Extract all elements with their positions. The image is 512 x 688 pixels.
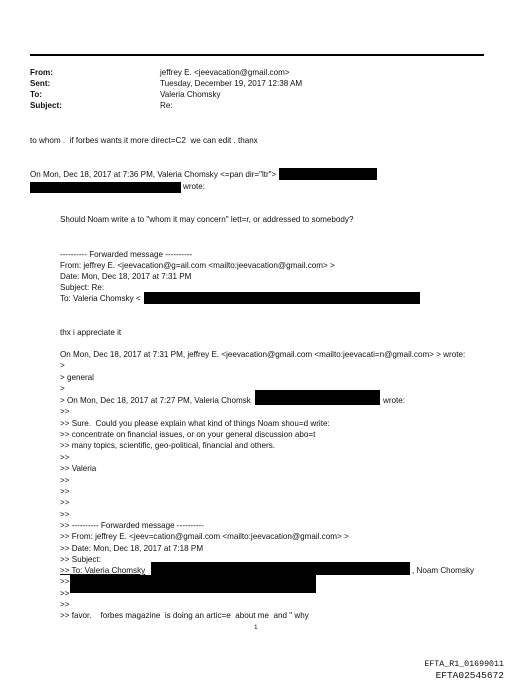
redaction-bar (144, 292, 420, 304)
body-line: >> Sure. Could you please explain what kind of things Noam shou=d write: (60, 419, 330, 428)
body-line: > On Mon, Dec 18, 2017 at 7:27 PM, Valeria Chomsk (60, 396, 251, 405)
body-line: >> (60, 589, 70, 598)
header-rule (30, 54, 484, 56)
redaction-bar (255, 390, 380, 405)
body-line: On Mon, Dec 18, 2017 at 7:31 PM, jeffrey E. <jeevacation@gmail.com <mailto:jeevacati=n@gmail.com> > wrote: (60, 350, 466, 359)
subject-value: Re: (160, 101, 173, 110)
body-line: >> (60, 407, 70, 416)
body-line: >> (60, 476, 70, 485)
body-line: thx i appreciate it (60, 328, 122, 337)
to-label: To: (30, 90, 42, 99)
body-line: >> To: Valeria Chomsky (60, 566, 146, 575)
sent-value: Tuesday, December 19, 2017 12:38 AM (160, 79, 303, 88)
redaction-bar (279, 168, 377, 180)
redaction-bar (70, 575, 316, 593)
body-line: > (60, 361, 65, 370)
redaction-bar (30, 182, 181, 193)
body-line: >> concentrate on financial issues, or on your general discussion abo=t (60, 430, 316, 439)
body-line: wrote: (383, 396, 406, 405)
body-line: >> Subject: (60, 555, 101, 564)
body-line: On Mon, Dec 18, 2017 at 7:36 PM, Valeria Chomsky <=pan dir="ltr"> (30, 170, 277, 179)
footer-id-2: EFTA02545672 (435, 670, 504, 681)
body-line: Should Noam write a to "whom it may concern" lett=r, or addressed to somebody? (60, 215, 354, 224)
body-line: >> (60, 453, 70, 462)
body-line: >> Valeria (60, 464, 97, 473)
body-line: Subject: Re: (60, 283, 105, 292)
body-line: >> (60, 600, 70, 609)
subject-label: Subject: (30, 101, 62, 110)
body-line: >> ---------- Forwarded message ---------- (60, 521, 204, 530)
body-line: >> Date: Mon, Dec 18, 2017 at 7:18 PM (60, 544, 204, 553)
body-line: >> favor. forbes magazine is doing an artic=e about me and " why (60, 611, 309, 620)
body-line: to whom . if forbes wants it more direct=C2 we can edit . thanx (30, 136, 258, 145)
body-line: Date: Mon, Dec 18, 2017 at 7:31 PM (60, 272, 192, 281)
body-line: ---------- Forwarded message ---------- (60, 250, 193, 259)
page-number: 1 (254, 624, 258, 631)
body-line: >> (60, 510, 70, 519)
body-line: >> From: jeffrey E. <jeev=cation@gmail.com <mailto:jeevacation@gmail.com> > (60, 532, 349, 541)
redaction-bar (151, 562, 410, 575)
body-line: To: Valeria Chomsky < (60, 294, 141, 303)
body-line: , Noam Chomsky (412, 566, 475, 575)
body-line: >> (60, 487, 70, 496)
body-line: wrote: (183, 182, 206, 191)
sent-label: Sent: (30, 79, 51, 88)
body-line: From: jeffrey E. <jeevacation@g=ail.com <mailto:jeevacation@gmail.com> > (60, 261, 335, 270)
footer-id-1: EFTA_R1_01699011 (424, 660, 504, 669)
body-line: >> (60, 498, 70, 507)
body-line: >> many topics, scientific, geo-political, financial and others. (60, 441, 276, 450)
body-line: > general (60, 373, 94, 382)
body-line: >> (60, 577, 70, 586)
to-value: Valeria Chomsky (160, 90, 221, 99)
from-label: From: (30, 68, 53, 77)
from-value: jeffrey E. <jeevacation@gmail.com> (160, 68, 290, 77)
body-line: > (60, 384, 65, 393)
